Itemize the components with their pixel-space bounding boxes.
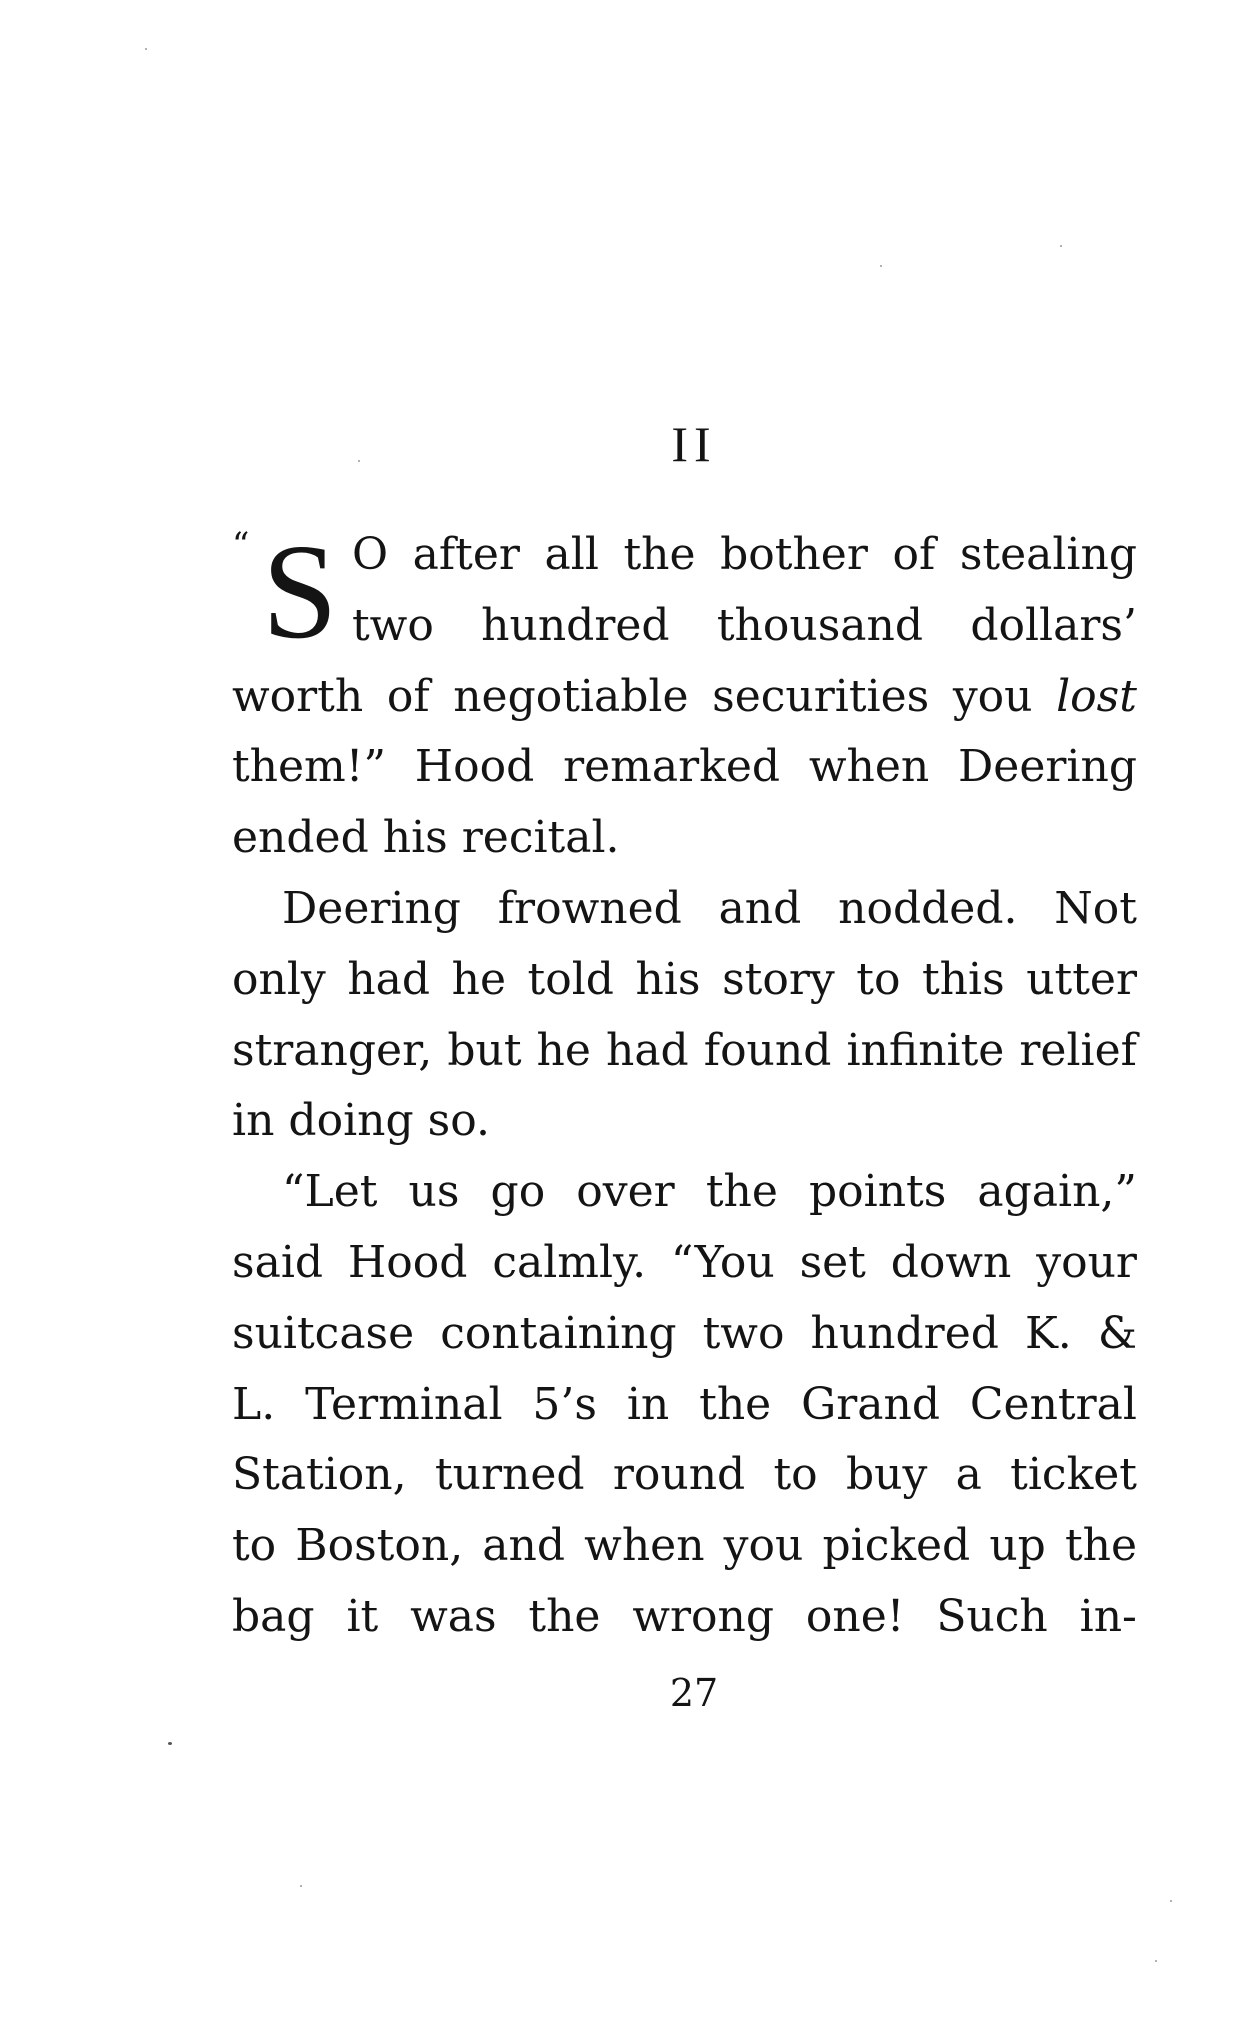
word: over — [576, 1166, 675, 1218]
word: infinite — [846, 1024, 1005, 1076]
word: had — [347, 953, 431, 1005]
word: two — [352, 599, 434, 651]
word: thousand — [716, 599, 924, 651]
word: wrong — [632, 1590, 775, 1642]
word: to — [232, 1520, 277, 1572]
page-number: 27 — [669, 1671, 719, 1715]
word: remarked — [563, 741, 781, 793]
word: in- — [1079, 1590, 1137, 1642]
word: told — [527, 953, 614, 1005]
word: said — [232, 1236, 324, 1288]
word: turned — [434, 1449, 585, 1501]
word: one! — [805, 1590, 905, 1642]
word: Grand — [801, 1378, 941, 1430]
text-line-11 — [232, 1228, 1137, 1299]
text-line-10 — [232, 1157, 1137, 1228]
word: nodded. — [838, 882, 1018, 934]
word: Deering — [958, 741, 1137, 793]
word: Station, — [232, 1449, 407, 1501]
word: his — [382, 812, 448, 864]
chapter-number: II — [671, 416, 717, 472]
word: the — [705, 1166, 778, 1218]
word: and — [718, 882, 802, 934]
scan-speck — [1060, 245, 1062, 247]
word: calmly. — [492, 1236, 647, 1288]
word: Such — [936, 1590, 1048, 1642]
scan-speck — [1170, 1900, 1172, 1902]
word: stranger, — [232, 1024, 433, 1076]
word: & — [1097, 1307, 1137, 1359]
word: recital. — [461, 812, 620, 864]
word: set — [799, 1236, 866, 1288]
word: containing — [440, 1307, 677, 1359]
word: 5’s — [532, 1378, 597, 1430]
word: up — [989, 1520, 1046, 1572]
text-line-15 — [232, 1511, 1137, 1582]
text-line-3 — [232, 662, 1137, 733]
word: stealing — [959, 529, 1137, 580]
text-line-12 — [232, 1299, 1137, 1370]
scan-speck — [358, 460, 360, 462]
body-text — [232, 517, 1137, 1653]
word: points — [808, 1166, 947, 1218]
word: was — [410, 1590, 497, 1642]
word: “Let — [282, 1166, 378, 1218]
word: us — [408, 1166, 460, 1218]
text-line-6 — [232, 874, 1137, 945]
text-line-16 — [232, 1582, 1137, 1653]
word: ticket — [1010, 1449, 1137, 1501]
word: doing — [288, 1095, 414, 1147]
word: worth — [232, 670, 364, 722]
word: your — [1036, 1236, 1137, 1288]
text-line-4 — [232, 732, 1137, 803]
word: only — [232, 953, 326, 1005]
word: after — [412, 529, 520, 580]
word: Terminal — [305, 1378, 503, 1430]
word: buy — [845, 1449, 928, 1501]
word: of — [386, 670, 430, 722]
word: it — [346, 1590, 379, 1642]
word: and — [482, 1520, 566, 1572]
scan-speck — [880, 265, 882, 267]
word: you — [952, 670, 1033, 722]
word: ended — [232, 812, 369, 864]
word: bag — [232, 1590, 315, 1642]
word: a — [955, 1449, 982, 1501]
scan-speck — [145, 48, 147, 50]
word: story — [722, 953, 835, 1005]
word: his — [635, 953, 701, 1005]
word: O — [352, 529, 389, 580]
word: bother — [720, 529, 868, 580]
word: go — [490, 1166, 546, 1218]
word: relief — [1019, 1024, 1137, 1076]
word: suitcase — [232, 1307, 415, 1359]
word: Deering — [282, 882, 461, 934]
word: picked — [822, 1520, 971, 1572]
word: all — [544, 529, 599, 580]
word: two — [702, 1307, 785, 1359]
text-line-13 — [232, 1370, 1137, 1441]
word: again,” — [977, 1166, 1137, 1218]
word: Not — [1054, 882, 1137, 934]
text-line-7 — [232, 945, 1137, 1016]
word: hundred — [810, 1307, 999, 1359]
word: you — [723, 1520, 804, 1572]
word: the — [623, 529, 696, 580]
word: L. — [232, 1378, 276, 1430]
word: to — [773, 1449, 818, 1501]
text-line-5 — [232, 803, 1137, 874]
word: Hood — [347, 1236, 468, 1288]
text-line-9 — [232, 1086, 1137, 1157]
word: the — [699, 1378, 772, 1430]
word: Central — [969, 1378, 1137, 1430]
word: when — [584, 1520, 705, 1572]
text-line-8 — [232, 1016, 1137, 1087]
word: the — [1064, 1520, 1137, 1572]
word: the — [528, 1590, 601, 1642]
word: he — [451, 953, 506, 1005]
word: utter — [1026, 953, 1137, 1005]
word: this — [921, 953, 1005, 1005]
scan-speck — [168, 1742, 172, 1745]
word: “You — [670, 1236, 775, 1288]
opening-quote: “ — [232, 525, 250, 565]
word: dollars’ — [970, 599, 1137, 651]
word: he — [536, 1024, 591, 1076]
scan-speck — [300, 1885, 302, 1887]
word: frowned — [497, 882, 682, 934]
word: hundred — [481, 599, 670, 651]
text-line-14 — [232, 1440, 1137, 1511]
scan-speck — [1155, 1960, 1157, 1962]
word: them!” — [232, 741, 386, 793]
word: down — [890, 1236, 1012, 1288]
word: found — [703, 1024, 832, 1076]
word: Hood — [414, 741, 535, 793]
word: to — [856, 953, 901, 1005]
word: in — [626, 1378, 670, 1430]
italic-word: lost — [1056, 670, 1137, 722]
word: negotiable — [453, 670, 689, 722]
drop-cap: S — [262, 517, 338, 667]
word: in — [232, 1095, 275, 1147]
word: had — [605, 1024, 689, 1076]
word: securities — [712, 670, 930, 722]
word: Boston, — [295, 1520, 464, 1572]
text-line-2 — [232, 591, 1137, 662]
word: so. — [427, 1095, 490, 1147]
word: round — [612, 1449, 746, 1501]
word: when — [808, 741, 930, 793]
word: but — [447, 1024, 522, 1076]
word: K. — [1024, 1307, 1072, 1359]
word: of — [892, 529, 936, 580]
